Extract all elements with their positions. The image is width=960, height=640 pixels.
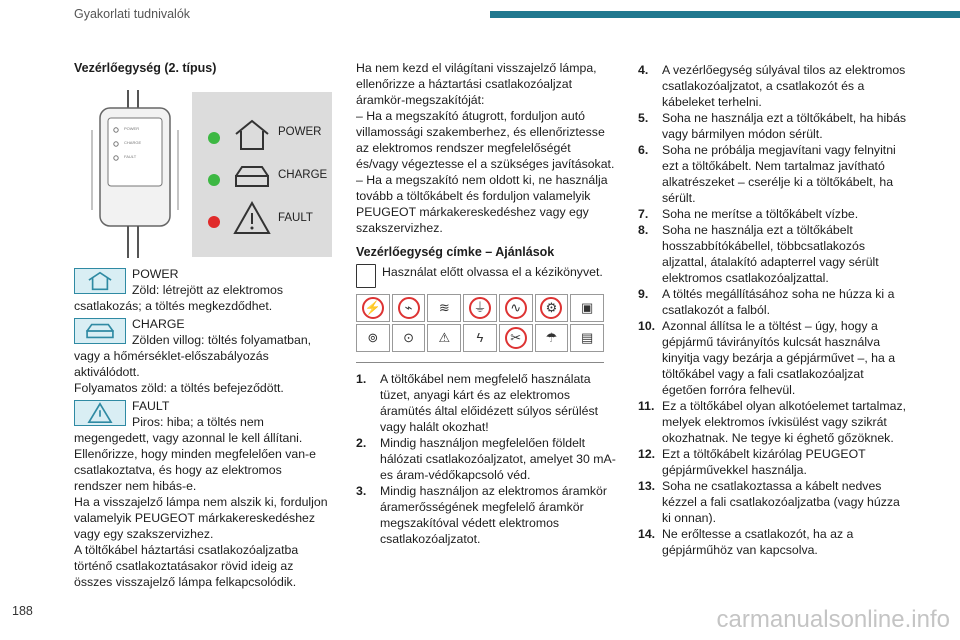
socket-icon: ⊚ [356,324,390,352]
device-label-charge: CHARGE [124,140,142,145]
list-item: 9. A töltés megállításához soha ne húzza ki a csatlakozót a falból. [638,287,895,317]
breaker-bullet-1: – Ha a megszakító átugrott, forduljon autó villamossági szakemberhez, és ellenőriztesse az elektromos rendszer megfelelőségét és/vagy végeztesse el a szükséges javításokat. [356,109,615,171]
hazard-icon: ≋ [427,294,461,322]
car-icon [74,318,126,344]
no-plug-icon: ⏚ [463,294,497,322]
no-car-icon: ⚙ [535,294,569,322]
house-icon [74,268,126,294]
recommendations-list-2 [638,62,908,558]
column-3 [638,62,908,558]
water-icon: ☂ [535,324,569,352]
page-number: 188 [12,604,33,618]
list-item: 12. Ezt a töltőkábelt kizárólag PEUGEOT gépjárművekkel használja. [638,447,866,477]
fault-title: FAULT [132,399,170,413]
list-item: 13. Soha ne csatlakoztassa a kábelt nedves kézzel a fali csatlakozóaljzatba (vagy húzza ki onnan). [638,479,900,525]
manual-note [356,264,616,288]
fault-description [74,398,332,590]
list-item: 7. Soha ne merítse a töltőkábelt vízbe. [638,207,859,221]
charge-description [74,316,332,396]
fault-led [208,216,220,228]
control-unit-device-illustration [88,90,188,260]
page-header-title: Gyakorlati tudnivalók [74,7,191,21]
list-item: 4. A vezérlőegység súlyával tilos az elektromos csatlakozóaljzatot, a csatlakozót és a kábeleket terhelni. [638,63,906,109]
box-icon: ▣ [570,294,604,322]
panel-label-fault: FAULT [278,212,313,224]
panel-label-charge: CHARGE [278,169,328,181]
recommendations-list-1 [356,371,616,547]
list-item: 2. Mindig használjon megfelelően földelt hálózati csatlakozóaljzatot, amelyet 30 mA-es áram-védőkapcsoló véd. [356,436,616,482]
list-item: 1. A töltőkábel nem megfelelő használata tüzet, anyagi kárt és az elektromos áramütés által előidézett súlyos sérülést vagy halált okozhat! [356,372,599,434]
charge-text: Zölden villog: töltés folyamatban, vagy a hőmérséklet-előszabályozás aktiválódott. [74,333,312,379]
list-item: 10. Azonnal állítsa le a töltést – úgy, hogy a gépjármű távirányítós kulcsát használva kinyitja vagy bezárja a gépjárművet –, ha a töltőkábel vagy a fali csatlakozóaljzat égetően forróra felhevül. [638,319,896,397]
divider [356,362,604,363]
warning-triangle-icon [74,400,126,426]
label-recommendations-title: Vezérlőegység címke – Ajánlások [356,245,555,259]
header-accent-bar [490,11,960,18]
car-icon [232,162,272,192]
breaker-bullet-2: – Ha a megszakító nem oldott ki, ne használja tovább a töltőkábelt és forduljon valamelyik PEUGEOT márkakereskedéshez vagy egy szakszervizhez. [356,173,608,235]
no-extension-icon: ⌁ [392,294,426,322]
house-icon [232,118,272,152]
fault-text-3: A töltőkábel háztartási csatlakozóaljzatba történő csatlakoztatásakor rövid ideig az összes visszajelző lámpa felkapcsolódik. [74,543,299,589]
outlet-icon: ⊙ [392,324,426,352]
list-item: 11. Ez a töltőkábel olyan alkotóelemet tartalmaz, melyek elektromos ívkisülést vagy szikrát okozhatnak. Ne tegye ki éghető gőzöknek. [638,399,907,445]
list-item: 6. Soha ne próbálja megjavítani vagy felnyitni ezt a töltőkábelt. Nem tartalmaz javítható alkatrészeket – cserélje ki a töltőkábelt, ha sérült. [638,143,896,205]
no-cord-icon: ∿ [499,294,533,322]
section-title-control-unit: Vezérlőegység (2. típus) [74,61,217,75]
warning-triangle-icon [232,200,272,236]
charge-led [208,174,220,186]
control-unit-figure [88,90,332,260]
list-item: 5. Soha ne használja ezt a töltőkábelt, ha hibás vagy bármilyen módon sérült. [638,111,907,141]
list-item: 14. Ne erőltesse a csatlakozót, ha az a gépjárműhöz van kapcsolva. [638,527,854,557]
led-legend-panel [192,92,332,257]
list-item: 3. Mindig használjon az elektromos áramkör áramerősségének megfelelő áramkör megszakítóval védett elektromos csatlakozóaljzatot. [356,484,607,546]
device-label-power: POWER [124,126,140,131]
breaker-intro: Ha nem kezd el világítani visszajelző lámpa, ellenőrizze a háztartási csatlakozóaljzat áramkör-megszakítóját: [356,61,597,107]
fault-text-2: Ha a visszajelző lámpa nem alszik ki, forduljon valamelyik PEUGEOT márkakereskedéshez vagy egy szakszervizhez. [74,495,328,541]
book-icon [356,264,376,288]
charge-text-2: Folyamatos zöld: a töltés befejeződött. [74,381,284,395]
power-title: POWER [132,267,179,281]
electric-icon: ϟ [463,324,497,352]
status-descriptions [74,266,332,590]
power-led [208,132,220,144]
fault-text: Piros: hiba; a töltés nem megengedett, vagy azonnal le kell állítani. Ellenőrizze, hogy minden megfelelően van-e csatlakoztatva, és hogy az elektromos rendszer nem hibás-e. [74,415,316,493]
manual-note-text: Használat előtt olvassa el a kézikönyvet. [382,265,603,279]
column-1 [74,60,332,76]
panel-label-power: POWER [278,126,322,138]
power-description [74,266,332,314]
manual-icon: ▤ [570,324,604,352]
list-item: 8. Soha ne használja ezt a töltőkábelt hosszabbítókábellel, többcsatlakozós aljzattal, átalakító adapterrel vagy sérült elektromos csatlakozóaljzattal. [638,223,879,285]
warning-icon: ⚠ [427,324,461,352]
no-repair-icon: ✂ [499,324,533,352]
column-2 [356,60,616,547]
watermark: carmanualsonline.info [716,606,950,633]
power-text: Zöld: létrejött az elektromos csatlakozás; a töltés megkezdődhet. [74,283,284,313]
no-adapter-icon: ⚡ [356,294,390,322]
device-label-fault: FAULT [124,154,137,159]
charge-title: CHARGE [132,317,185,331]
label-symbols [356,294,604,352]
